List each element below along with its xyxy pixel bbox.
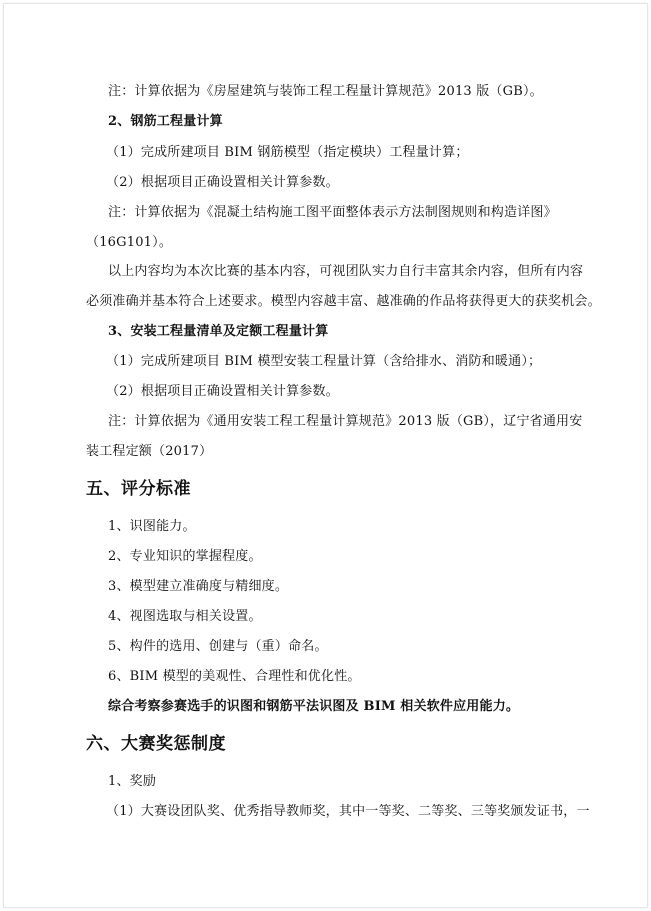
scoring-item-4: 4、视图选取与相关设置。 <box>108 609 262 624</box>
note-calculation-basis-2-line-1: 注：计算依据为《混凝土结构施工图平面整体表示方法制图规则和构造详图》 <box>108 205 557 220</box>
section-2-item-2: （2）根据项目正确设置相关计算参数。 <box>106 175 339 190</box>
rewards-item-1: 1、奖励 <box>108 774 157 789</box>
scoring-item-2: 2、专业知识的掌握程度。 <box>108 549 262 564</box>
section-2-item-1: （1）完成所建项目 BIM 钢筋模型（指定模块）工程量计算； <box>106 145 469 160</box>
note-calculation-basis-3-line-1: 注：计算依据为《通用安装工程工程量计算规范》2013 版（GB），辽宁省通用安 <box>108 414 583 429</box>
note-calculation-basis-1: 注：计算依据为《房屋建筑与装饰工程工程量计算规范》2013 版（GB）。 <box>108 84 543 99</box>
section-5-heading: 五、评分标准 <box>86 479 191 499</box>
scoring-summary: 综合考察参赛选手的识图和钢筋平法识图及 BIM 相关软件应用能力。 <box>108 699 520 714</box>
section-6-heading: 六、大赛奖惩制度 <box>86 734 226 754</box>
summary-paragraph-line-1: 以上内容均为本次比赛的基本内容，可视团队实力自行丰富其余内容，但所有内容 <box>108 264 584 279</box>
rewards-item-1-sub-1: （1）大赛设团队奖、优秀指导教师奖，其中一等奖、二等奖、三等奖颁发证书，一 <box>106 804 590 819</box>
section-3-item-2: （2）根据项目正确设置相关计算参数。 <box>106 384 339 399</box>
scoring-item-1: 1、识图能力。 <box>108 519 196 534</box>
note-calculation-basis-2-line-2: （16G101）。 <box>86 235 173 250</box>
section-3-title: 3、安装工程量清单及定额工程量计算 <box>108 324 329 339</box>
section-3-item-1: （1）完成所建项目 BIM 模型安装工程量计算（含给排水、消防和暖通）； <box>106 354 542 369</box>
scoring-item-6: 6、BIM 模型的美观性、合理性和优化性。 <box>108 669 361 684</box>
summary-paragraph-line-2: 必须准确并基本符合上述要求。模型内容越丰富、越准确的作品将获得更大的获奖机会。 <box>86 294 601 309</box>
section-2-title: 2、钢筋工程量计算 <box>108 114 223 129</box>
scoring-item-5: 5、构件的选用、创建与（重）命名。 <box>108 639 328 654</box>
scoring-item-3: 3、模型建立准确度与精细度。 <box>108 579 289 594</box>
note-calculation-basis-3-line-2: 装工程定额（2017） <box>86 444 213 459</box>
